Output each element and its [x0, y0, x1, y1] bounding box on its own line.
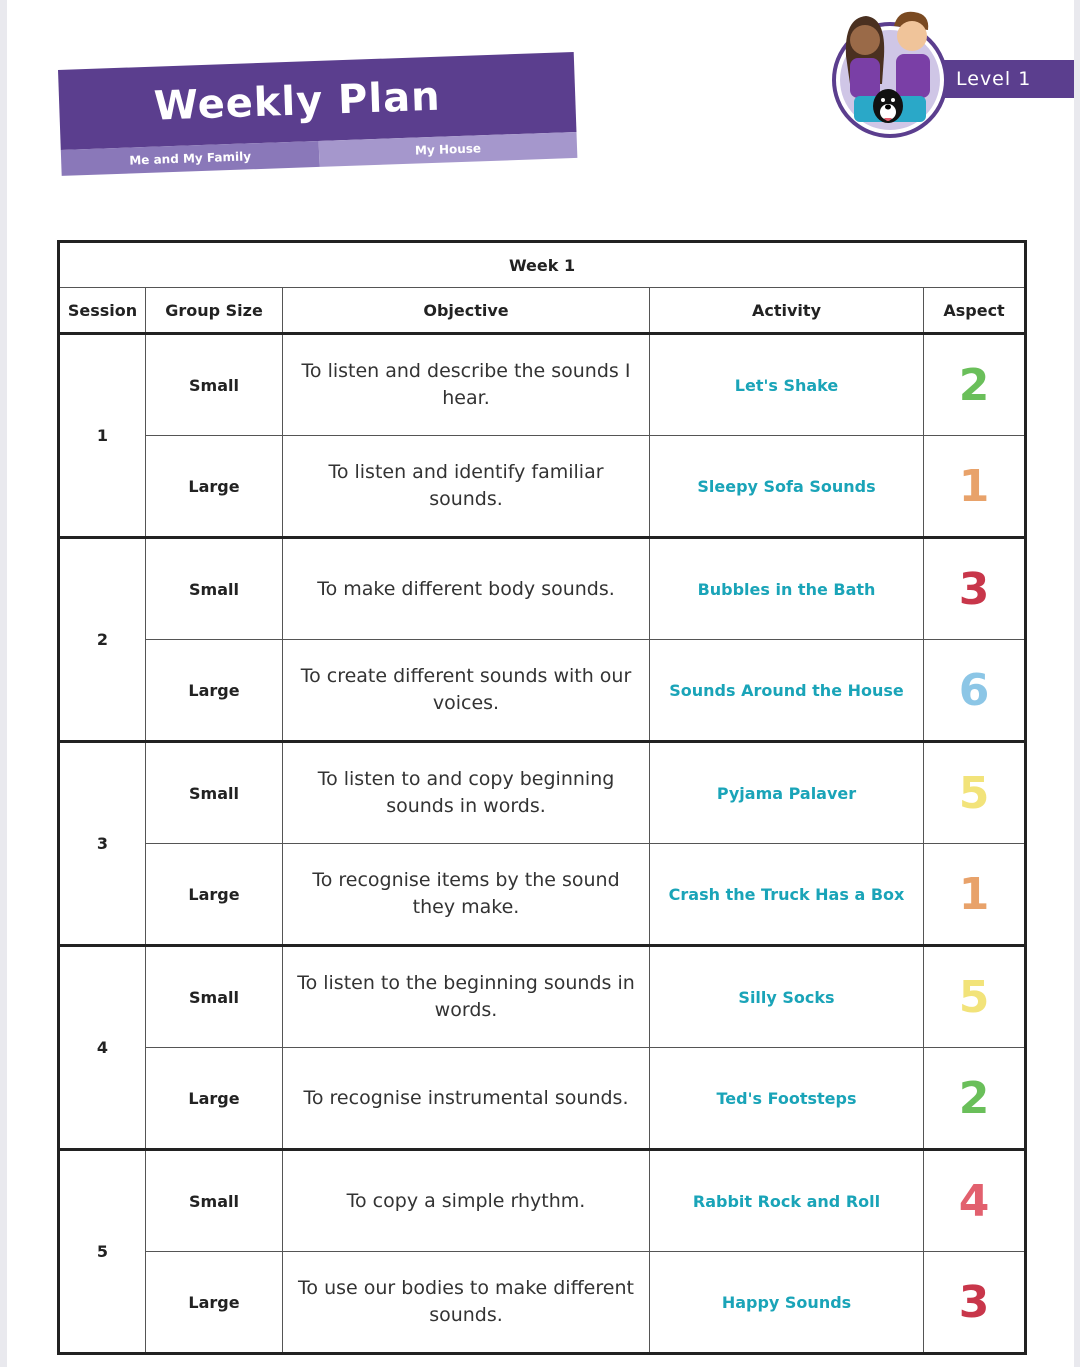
characters-avatar	[832, 6, 948, 138]
activity-link: Sounds Around the House	[650, 640, 924, 742]
group-size: Small	[146, 946, 283, 1048]
column-header-objective: Objective	[283, 288, 650, 334]
activity-link: Let's Shake	[650, 334, 924, 436]
weekly-plan-banner	[58, 52, 578, 182]
objective: To recognise instrumental sounds.	[283, 1048, 650, 1150]
objective: To make different body sounds.	[283, 538, 650, 640]
activity-link: Sleepy Sofa Sounds	[650, 436, 924, 538]
children-and-dog-icon	[832, 6, 948, 138]
column-header-group-size: Group Size	[146, 288, 283, 334]
session-number: 1	[59, 334, 146, 538]
group-size: Small	[146, 742, 283, 844]
group-size: Large	[146, 1048, 283, 1150]
objective: To use our bodies to make different sounds.	[283, 1252, 650, 1354]
aspect-number: 5	[924, 946, 1026, 1048]
aspect-number: 4	[924, 1150, 1026, 1252]
column-header-row	[59, 288, 1026, 334]
group-size: Small	[146, 334, 283, 436]
table-row	[59, 640, 1026, 742]
session-number: 3	[59, 742, 146, 946]
activity-link: Bubbles in the Bath	[650, 538, 924, 640]
activity-link: Rabbit Rock and Roll	[650, 1150, 924, 1252]
group-size: Large	[146, 640, 283, 742]
week-row	[59, 242, 1026, 288]
table-row	[59, 946, 1026, 1048]
column-header-aspect: Aspect	[924, 288, 1026, 334]
aspect-number: 2	[924, 1048, 1026, 1150]
table-row	[59, 1252, 1026, 1354]
topic-me-and-my-family: Me and My Family	[61, 141, 320, 176]
objective: To create different sounds with our voices.	[283, 640, 650, 742]
page-title: Weekly Plan	[153, 73, 442, 130]
aspect-number: 1	[924, 436, 1026, 538]
objective: To listen and identify familiar sounds.	[283, 436, 650, 538]
activity-link: Happy Sounds	[650, 1252, 924, 1354]
table-row	[59, 1150, 1026, 1252]
topic-my-house: My House	[319, 132, 578, 167]
activity-link: Crash the Truck Has a Box	[650, 844, 924, 946]
week-label: Week 1	[59, 242, 1026, 288]
aspect-number: 3	[924, 538, 1026, 640]
group-size: Large	[146, 844, 283, 946]
table-row	[59, 436, 1026, 538]
aspect-number: 2	[924, 334, 1026, 436]
page-edge-left	[0, 0, 7, 1367]
session-number: 2	[59, 538, 146, 742]
objective: To listen to the beginning sounds in words.	[283, 946, 650, 1048]
aspect-number: 3	[924, 1252, 1026, 1354]
column-header-session: Session	[59, 288, 146, 334]
column-header-activity: Activity	[650, 288, 924, 334]
group-size: Small	[146, 538, 283, 640]
session-number: 5	[59, 1150, 146, 1354]
objective: To recognise items by the sound they make.	[283, 844, 650, 946]
level-badge: Level 1	[938, 60, 1074, 98]
group-size: Large	[146, 1252, 283, 1354]
table-row	[59, 334, 1026, 436]
aspect-number: 1	[924, 844, 1026, 946]
activity-link: Pyjama Palaver	[650, 742, 924, 844]
group-size: Small	[146, 1150, 283, 1252]
activity-link: Ted's Footsteps	[650, 1048, 924, 1150]
group-size: Large	[146, 436, 283, 538]
objective: To listen to and copy beginning sounds in words.	[283, 742, 650, 844]
table-row	[59, 742, 1026, 844]
page-edge-right	[1074, 0, 1080, 1367]
activity-link: Silly Socks	[650, 946, 924, 1048]
weekly-plan-table	[57, 240, 1027, 1355]
table-body	[59, 334, 1026, 1354]
table-row	[59, 538, 1026, 640]
session-number: 4	[59, 946, 146, 1150]
table-row	[59, 1048, 1026, 1150]
objective: To copy a simple rhythm.	[283, 1150, 650, 1252]
aspect-number: 5	[924, 742, 1026, 844]
objective: To listen and describe the sounds I hear.	[283, 334, 650, 436]
table-row	[59, 844, 1026, 946]
aspect-number: 6	[924, 640, 1026, 742]
